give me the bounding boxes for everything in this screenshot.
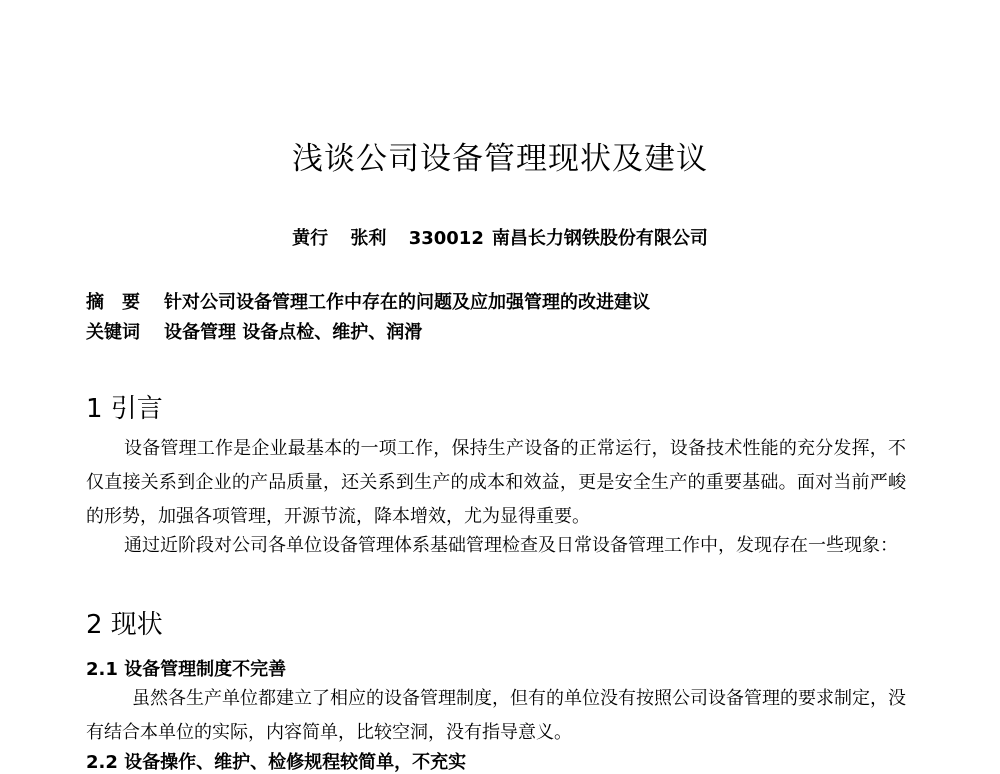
abstract-text: 针对公司设备管理工作中存在的问题及应加强管理的改进建议	[164, 292, 650, 313]
affiliation: 南昌长力钢铁股份有限公司	[491, 228, 708, 249]
section-2-heading: 2 现状	[86, 610, 163, 640]
keywords-label: 关键词	[86, 322, 140, 343]
abstract-row	[86, 288, 650, 314]
section-1-paragraph-1: 设备管理工作是企业最基本的一项工作，保持生产设备的正常运行，设备技术性能的充分发挥，不仅直接关系到企业的产品质量，还关系到生产的成本和效益，更是安全生产的重要基础。面对当前严峻的形势，加强各项管理，开源节流，降本增效，尤为显得重要。	[86, 438, 906, 527]
author-2: 张利	[350, 228, 387, 249]
author-line	[0, 224, 1000, 250]
subsection-2-1-heading: 2.1 设备管理制度不完善	[86, 659, 287, 680]
postcode: 330012	[408, 228, 484, 249]
section-1-paragraph-2: 通过近阶段对公司各单位设备管理体系基础管理检查及日常设备管理工作中，发现存在一些现象：	[124, 535, 898, 556]
section-1-heading: 1 引言	[86, 394, 163, 424]
keywords-row	[86, 318, 422, 344]
author-1: 黄行	[292, 228, 329, 249]
keywords-text: 设备管理 设备点检、维护、润滑	[164, 322, 423, 343]
abstract-label: 摘 要	[86, 292, 140, 313]
subsection-2-2-heading: 2.2 设备操作、维护、检修规程较简单，不充实	[86, 752, 467, 773]
subsection-2-1-paragraph: 虽然各生产单位都建立了相应的设备管理制度，但有的单位没有按照公司设备管理的要求制定，没有结合本单位的实际，内容简单，比较空洞，没有指导意义。	[86, 688, 906, 743]
paper-title: 浅谈公司设备管理现状及建议	[292, 141, 708, 177]
